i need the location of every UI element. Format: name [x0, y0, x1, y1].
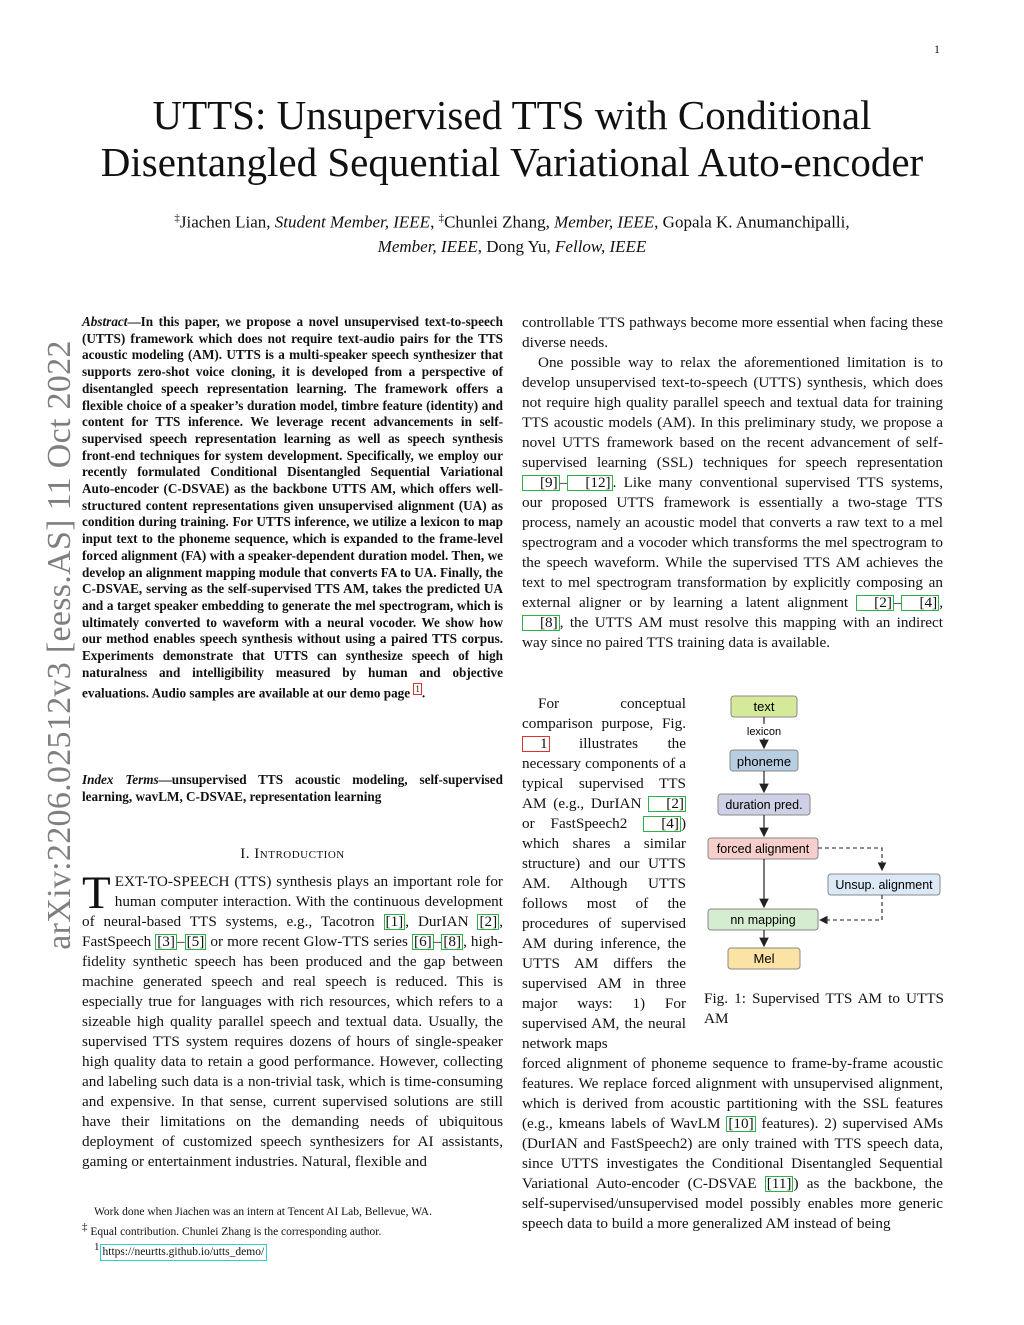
intro-paragraph: TEXT-TO-SPEECH (TTS) synthesis plays an important role for human computer interaction. With the continuous development of neural-based TTS systems, e.g., Tacotron [1] , DurIAN [2] , FastSpeech [3] – [5] or more recent Glow-TTS series [6] – [8] , high-fidelity synthetic speech has been produced and the gap between machine generated speech and real speech is reduced. This is especially true for languages with rich resources, which refers to a sizeable high quality parallel speech and textual data. Usually, the supervised TTS system requires dozens of hours of single-speaker high quality data to retain a good performance. However, collecting and labeling such data is a non-trivial task, which is time-consuming and expensive. In that sense, current supervised solutions are still have their limitations on the demanding needs of ubiquitous deployment of customized speech synthesizers for AI assistants, gaming or entertainment industries. Natural, flexible and [82, 867, 503, 1170]
demo-url-link[interactable]: https://neurtts.github.io/utts_demo/ [100, 1244, 268, 1261]
text-node-label: text [753, 699, 775, 714]
author-list: ‡Jiachen Lian, Student Member, IEEE, ‡Chunlei Zhang, Member, IEEE, Gopala K. Anumanchipalli, Member, IEEE, Dong Yu, Fellow, IEEE [174, 212, 850, 256]
abstract: Abstract—In this paper, we propose a novel unsupervised text-to-speech (UTTS) framework which does not require text-audio pairs for the TTS acoustic modeling (AM). UTTS is a multi-speaker speech synthesizer that supports zero-shot voice cloning, it is developed from a perspective of disentangled speech representation learning. The framework offers a flexible choice of a speaker’s duration model, timbre feature (identity) and content for TTS inference. We leverage recent advancements in self-supervised speech representation learning as well as speech synthesis front-end techniques for system development. Specifically, we employ our recently formulated Conditional Disentangled Sequential Variational Auto-encoder (C-DSVAE) as the backbone UTTS AM, which offers well-structured content representations given unsupervised alignment (UA) as condition during training. For UTTS inference, we utilize a lexicon to map input text to the phoneme sequence, which is expanded to the frame-level forced alignment (FA) with a speaker-dependent duration model. Then, we develop an alignment mapping module that converts FA to UA. Finally, the C-DSVAE, serving as the self-supervised TTS AM, takes the predicted UA and a target speaker embedding to generate the mel spectrogram, which is ultimately converted to waveform with a neural vocoder. We show how our method enables speech synthesis without using a paired TTS corpus. Experiments demonstrate that UTTS can synthesize speech of high naturalness and intelligibility measured by human and objective evaluations. Audio samples are available at our demo page $^1$ . [82, 314, 503, 701]
author-1-role: Student Member, IEEE [274, 212, 431, 232]
citation[interactable]: [8] [443, 933, 462, 950]
author-1: Jiachen Lian, [179, 212, 275, 232]
dagger-mark: ‡ [174, 212, 180, 224]
duration-label: duration pred. [725, 798, 803, 812]
citation[interactable]: [10] [728, 1115, 754, 1132]
footnotes [82, 1205, 503, 1261]
citation[interactable]: [4] [643, 816, 681, 832]
figure-wrap-paragraph: For conceptual comparison purpose, Fig.1 illustrates the necessary components of a typical supervised TTS AM (e.g., DurIAN [2] or FastSpeech2 [4] ) which shares a similar structure) and our UTTS AM. Although UTTS follows most of the procedures of supervised AM during inference, the UTTS AM differs the supervised AM in three major ways: 1) For supervised AM, the neural network maps [522, 695, 686, 1052]
lexicon-label: lexicon [746, 726, 782, 738]
arxiv-identifier[interactable]: arXiv:2206.02512v3 [eess.AS] 11 Oct 2022 [41, 340, 78, 950]
forced-alignment-label: forced alignment [716, 842, 810, 856]
author-3-role: Member, IEEE [377, 236, 478, 256]
figure-reference[interactable]: 1 [522, 736, 550, 752]
citation[interactable]: [2] [648, 796, 686, 812]
dagger-mark: ‡ [438, 212, 445, 224]
right-column-text [522, 313, 943, 653]
footnote-3: $^1$ https://neurtts.github.io/utts_demo/ [82, 1240, 503, 1261]
page-number: 1 [934, 42, 940, 56]
mel-label: Mel [753, 951, 775, 966]
footnote-1: Work done when Jiachen was an intern at Tencent AI Lab, Bellevue, WA. [94, 1206, 432, 1218]
citation[interactable]: [9] [522, 475, 560, 491]
citation[interactable]: [2] [856, 595, 894, 611]
footnote-2: ‡ Equal contribution. Chunlei Zhang is the corresponding author. [82, 1221, 382, 1238]
citation[interactable]: [4] [901, 595, 939, 611]
index-terms [82, 772, 503, 805]
footnote-link[interactable]: 1 [415, 684, 420, 695]
abstract-label: Abstract [82, 314, 128, 329]
paragraph: One possible way to relax the aforementioned limitation is to develop unsupervised text-to-speech (UTTS) synthesis, which does not require high quality parallel speech and textual data for training TTS acoustic models (AM). In this preliminary study, we propose a novel UTTS framework based on the recent advancement of self-supervised learning (SSL) techniques for speech representation [9] – [12] . Like many conventional supervised TTS systems, our proposed UTTS framework is essentially a two-stage TTS process, namely an acoustic model that converts a raw text to a mel spectrogram and a vocoder which transforms the mel spectrogram to the speech waveform. While the supervised TTS AM achieves the text to mel spectrogram transformation by explicitly composing an external aligner or by learning a latent alignment [2] – [4] , [8] , the UTTS AM must resolve this mapping with an indirect way since no paired TTS training data is available. [522, 354, 943, 651]
citation[interactable]: [11] [766, 1175, 792, 1192]
citation[interactable]: [8] [522, 615, 560, 631]
paragraph: controllable TTS pathways become more essential when facing these diverse needs. [522, 314, 943, 351]
author-4: , Dong Yu, [477, 236, 556, 256]
title-line-1: UTTS: Unsupervised TTS with Conditional [152, 92, 872, 138]
citation[interactable]: [1] [385, 913, 404, 930]
figure-caption: Fig. 1: Supervised TTS AM to UTTS AM [704, 990, 944, 1027]
section-heading: I. Introduction [240, 846, 345, 862]
title-line-2: Disentangled Sequential Variational Auto-encoder [100, 139, 924, 185]
index-terms-label: Index Terms [82, 772, 159, 787]
author-4-role: Fellow, IEEE [555, 236, 647, 256]
citation[interactable]: [3] [157, 933, 175, 950]
citation[interactable]: [5] [186, 933, 205, 950]
citation[interactable]: [12] [567, 475, 612, 491]
phoneme-label: phoneme [736, 754, 792, 769]
dropcap: T [82, 867, 111, 919]
author-2-role: Member, IEEE [554, 212, 655, 232]
paper-title [80, 92, 944, 186]
nn-mapping-label: nn mapping [730, 913, 796, 927]
citation[interactable]: [6] [414, 933, 432, 950]
figure-continuation-paragraph: forced alignment of phoneme sequence to frame-by-frame acoustic features. We replace forced alignment with unsupervised alignment, which is derived from acoustic partitioning with the SSL features (e.g., kmeans labels of WavLM [10] features). 2) supervised AMs (DurIAN and FastSpeech2) are only trained with TTS speech data, since UTTS investigates the Conditional Disentangled Sequential Variational Auto-encoder (C-DSVAE [11] ) as the backbone, the self-supervised/unsupervised model possibly enables more generic speech data to build a more generalized AM instead of being [522, 1055, 943, 1232]
citation[interactable]: [2] [479, 913, 498, 930]
figure-1-diagram [700, 690, 950, 980]
author-2: Chunlei Zhang, [444, 212, 555, 232]
author-3: , Gopala K. Anumanchipalli, [654, 212, 850, 232]
unsup-alignment-label: Unsup. alignment [835, 878, 933, 892]
index-terms-text: —unsupervised TTS acoustic modeling, self-supervised learning, wavLM, C-DSVAE, representation learning [82, 772, 503, 804]
abstract-text: —In this paper, we propose a novel unsupervised text-to-speech (UTTS) framework which does not require text-audio pairs for the TTS acoustic modeling (AM). UTTS is a multi-speaker speech synthesizer that supports zero-shot voice cloning, it is developed from a perspective of disentangled speech representation learning. The framework offers a flexible choice of a speaker’s duration model, timbre feature (identity) and content for TTS inference. We leverage recent advancements in self-supervised speech representation learning as well as speech synthesis front-end techniques for system development. Specifically, we employ our recently formulated Conditional Disentangled Sequential Variational Auto-encoder (C-DSVAE) as the backbone UTTS AM, which offers well-structured content representations given unsupervised alignment (UA) as condition during training. For UTTS inference, we utilize a lexicon to map input text to the phoneme sequence, which is expanded to the frame-level forced alignment (FA) with a speaker-dependent duration model. Then, we develop an alignment mapping module that converts FA to UA. Finally, the C-DSVAE, serving as the self-supervised TTS AM, takes the predicted UA and a target speaker embedding to generate the mel spectrogram, which is ultimately converted to waveform with a neural vocoder. We show how our method enables speech synthesis without using a paired TTS corpus. Experiments demonstrate that UTTS can synthesize speech of high naturalness and intelligibility measured by human and objective evaluations. Audio samples are available at our demo page [82, 314, 503, 701]
